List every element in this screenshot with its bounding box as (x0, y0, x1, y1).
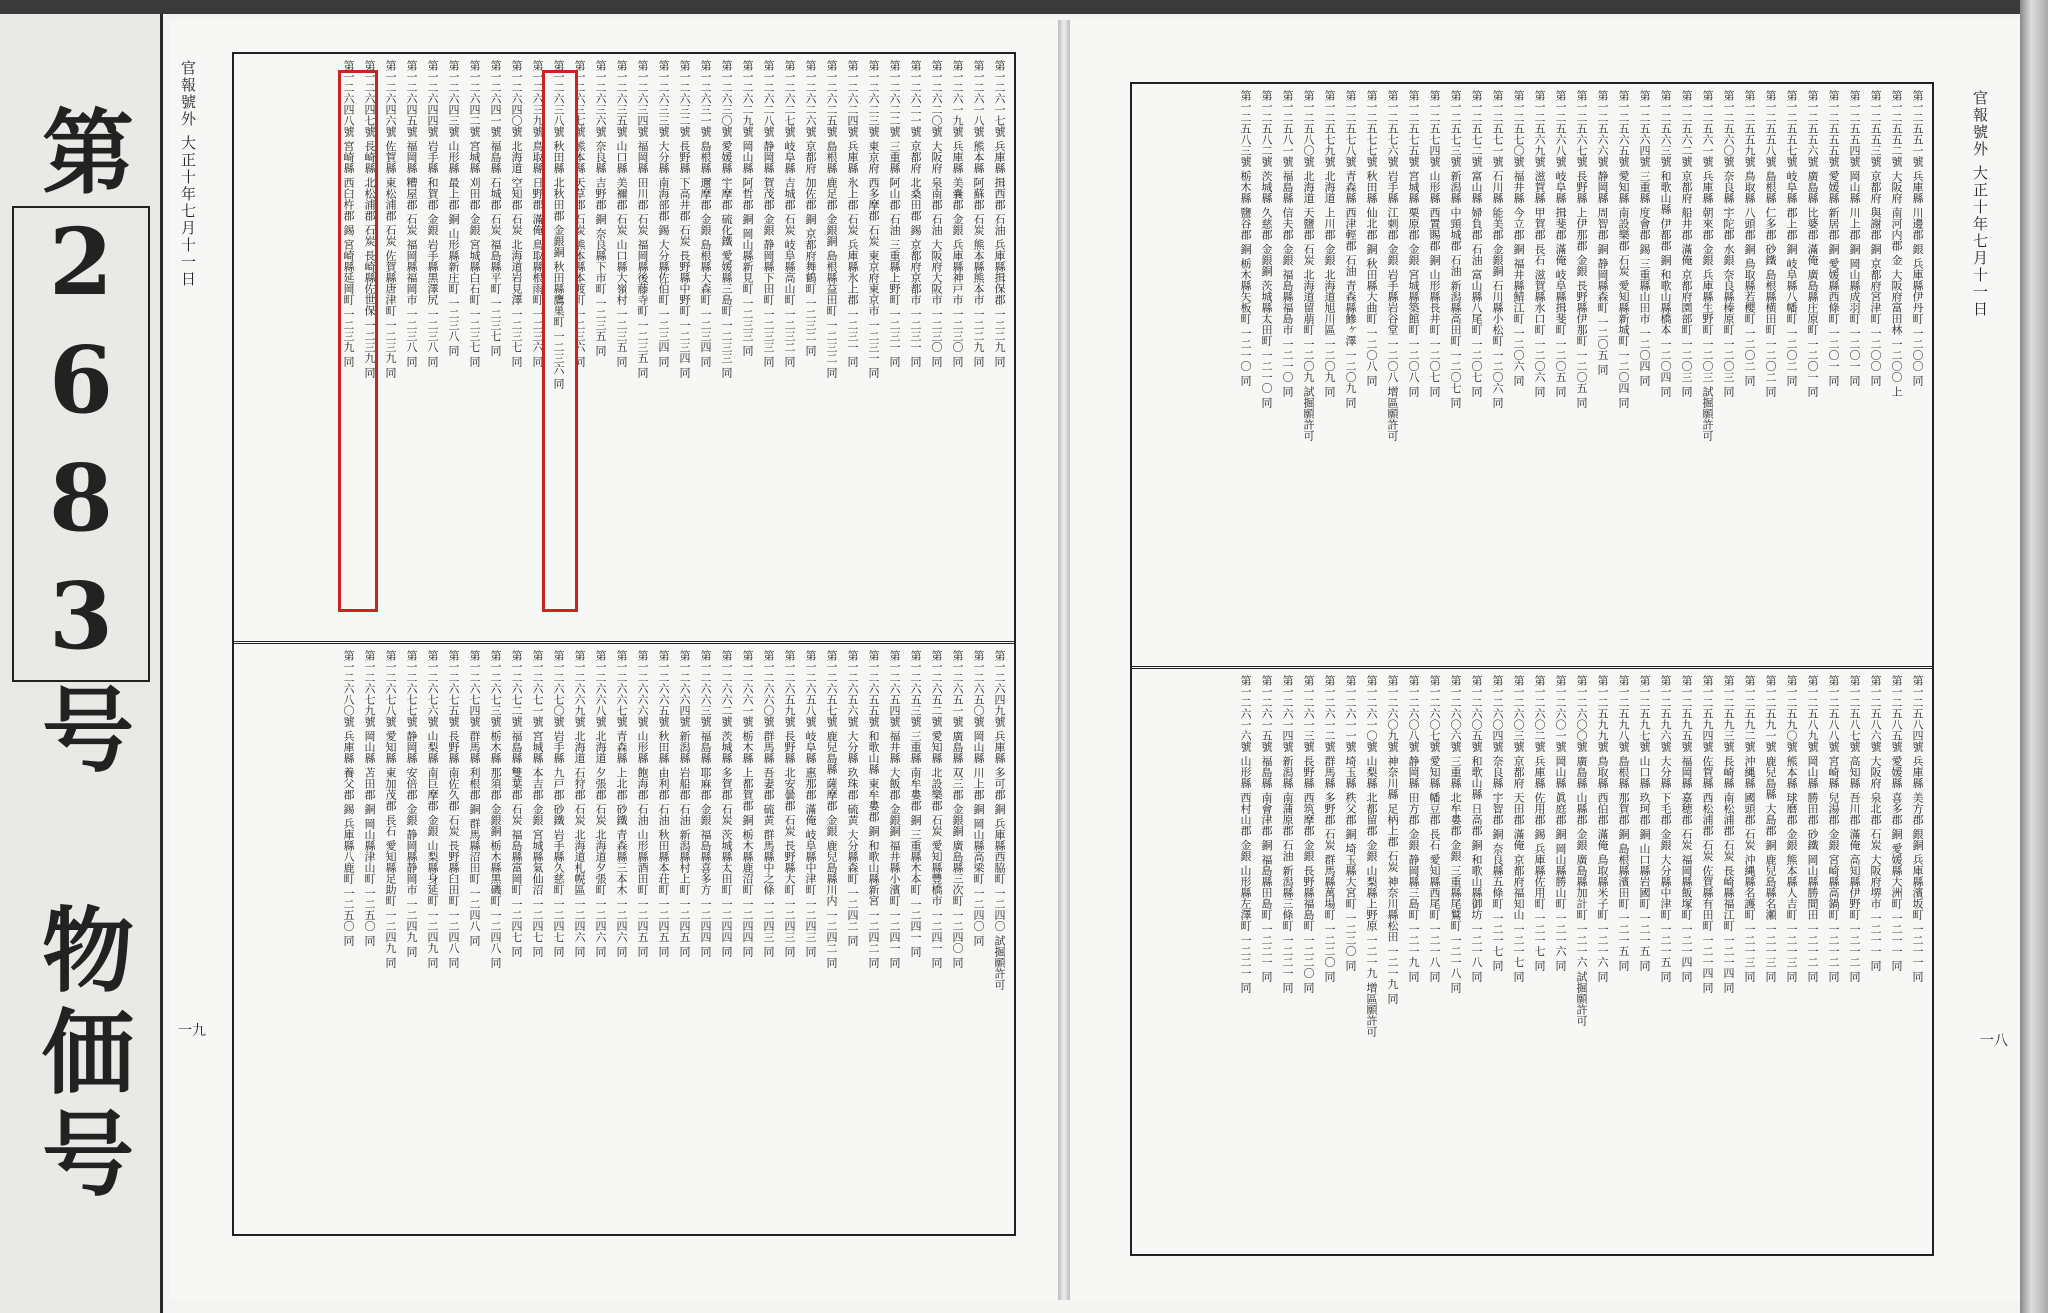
table-upper-block (1132, 84, 1932, 669)
register-entry: 第一二六六八號 北海道 夕張郡 石炭 北海道夕張町 一二四六 同 (594, 650, 607, 957)
register-entry: 第一二六一五號 福島縣 南會津郡 銅 福島縣田島町 一二二一 同 (1260, 675, 1273, 982)
register-entry: 第一二六三三號 大分縣 南海部郡 錫 大分縣佐伯町 一二三四 同 (657, 60, 670, 367)
issue-prefix: 第 (27, 104, 135, 206)
register-entry: 第一二五七四號 山形縣 西置賜郡 銅 山形縣長井町 一二〇七 同 (1428, 90, 1441, 397)
register-entry: 第一二六八〇號 兵庫縣 養父郡 錫 兵庫縣八鹿町 一二五〇 同 (342, 650, 355, 946)
register-entry: 第一二五五四號 岡山縣 川上郡 銅 岡山縣成羽町 一二〇一 同 (1848, 90, 1861, 386)
register-entry: 第一二五八一號 福島縣 信夫郡 金銀 福島縣福島市 一二一〇 同 (1281, 90, 1294, 397)
register-entry: 第一二六七六號 山梨縣 南巨摩郡 金銀 山梨縣身延町 一二四九 同 (426, 650, 439, 968)
register-entry: 第一二六二三號 東京府 西多摩郡 石炭 東京府東京市 一二三一 同 (867, 60, 880, 378)
register-entry: 第一二五六〇號 奈良縣 宇陀郡 水銀 奈良縣榛原町 一二〇三 同 (1722, 90, 1735, 397)
register-entry: 第一二六〇五號 和歌山縣 日高郡 銅 和歌山縣御坊 一二一八 同 (1470, 675, 1483, 982)
register-entry: 第一二六四八號 宮崎縣 西臼杵郡 錫 宮崎縣延岡町 一二三九 同 (342, 60, 355, 367)
register-entry: 第一二六〇七號 愛知縣 幡豆郡 長石 愛知縣西尾町 一二一八 同 (1428, 675, 1441, 982)
register-entry: 第一二六七四號 群馬縣 利根郡 銅 群馬縣沼田町 一二四八 同 (468, 650, 481, 946)
register-entry: 第一二六三二號 長野縣 下高井郡 石炭 長野縣中野町 一二三四 同 (678, 60, 691, 378)
register-entry: 第一二五九七號 山口縣 玖珂郡 銅 山口縣岩國町 一二一五 同 (1638, 675, 1651, 971)
register-entry: 第一二五七七號 秋田縣 仙北郡 銅 秋田縣大曲町 一二〇八 同 (1365, 90, 1378, 386)
register-entry: 第一二五五二號 大阪府 南河内郡 金 大阪府富田林 一二〇〇 上 (1890, 90, 1903, 397)
running-head: 官報號外 大正十年七月十一日 (179, 60, 197, 288)
register-entry: 第一二五八四號 兵庫縣 美方郡 銀銅 兵庫縣濱坂町 一二一一 同 (1911, 675, 1924, 982)
register-entry: 第一二五五一號 兵庫縣 川邊郡 銀 兵庫縣伊丹町 一二〇〇 同 (1911, 90, 1924, 386)
register-entry: 第一二五五七號 岐阜縣 郡上郡 銅 岐阜縣八幡町 一二〇二 同 (1785, 90, 1798, 386)
register-entry: 第一二五六五號 愛知縣 南設樂郡 石炭 愛知縣新城町 一二〇四 同 (1617, 90, 1630, 408)
register-entry: 第一二六〇三號 京都府 天田郡 滿俺 京都府福知山 一二一七 同 (1512, 675, 1525, 982)
register-entry: 第一二六一六號 山形縣 西村山郡 金銀 山形縣左澤町 一二二一 同 (1239, 675, 1252, 993)
register-entry: 第一二五六六號 静岡縣 周智郡 銅 静岡縣森町 一二〇五 同 (1596, 90, 1609, 375)
register-entry: 第一二六一八號 熊本縣 阿蘇郡 石炭 熊本縣熊本市 一二二九 同 (972, 60, 985, 367)
register-entry: 第一二六五五號 和歌山縣 東牟婁郡 銅 和歌山縣新宮 一二四二 同 (867, 650, 880, 968)
register-entry: 第一二六二四號 兵庫縣 氷上郡 石炭 兵庫縣氷上郡 一二三一 同 (846, 60, 859, 367)
register-entry: 第一二六四六號 佐賀縣 東松浦郡 石炭 佐賀縣唐津町 一二三九 同 (384, 60, 397, 378)
left-page (170, 20, 1058, 1300)
register-entry: 第一二五七六號 岩手縣 江刺郡 金銀 岩手縣岩谷堂 一二〇八 增區願許可 (1386, 90, 1399, 441)
register-entry: 第一二六一一號 埼玉縣 秩父郡 銅 埼玉縣大宮町 一二二〇 同 (1344, 675, 1357, 971)
register-entry: 第一二六七七號 静岡縣 安倍郡 金銀 静岡縣静岡市 一二四九 同 (405, 650, 418, 957)
register-entry: 第一二六五三號 三重縣 南牟婁郡 銅 三重縣木本町 一二四一 同 (909, 650, 922, 957)
entry-columns (1138, 675, 1926, 1248)
register-entry: 第一二六三一號 島根縣 邇摩郡 金銀 島根縣大森町 一二三四 同 (699, 60, 712, 367)
register-entry: 第一二五五五號 愛媛縣 新居郡 銅 愛媛縣西條町 一二〇一 同 (1827, 90, 1840, 386)
book-edge (2020, 0, 2048, 1313)
right-page (1070, 20, 2020, 1300)
register-entry: 第一二六四〇號 北海道 空知郡 石炭 北海道岩見澤 一二三七 同 (510, 60, 523, 367)
register-entry: 第一二五九八號 島根縣 那賀郡 銅 島根縣濱田町 一二一五 同 (1617, 675, 1630, 971)
register-entry: 第一二五六二號 京都府 船井郡 滿俺 京都府園部町 一二〇三 同 (1680, 90, 1693, 397)
register-entry: 第一二五八九號 岡山縣 勝田郡 砂鐵 岡山縣勝間田 一二一二 同 (1806, 675, 1819, 982)
register-entry: 第一二五七九號 北海道 上川郡 金銀 北海道旭川區 一二〇九 同 (1323, 90, 1336, 397)
register-entry: 第一二六二二號 三重縣 阿山郡 石油 三重縣上野町 一二三一 同 (888, 60, 901, 367)
page-number: 一九 (178, 1023, 206, 1039)
register-entry: 第一二六三六號 奈良縣 吉野郡 銅 奈良縣下市町 一二三五 同 (594, 60, 607, 356)
register-entry: 第一二五七〇號 福井縣 今立郡 銅 福井縣鯖江町 一二〇六 同 (1512, 90, 1525, 386)
register-entry: 第一二五五六號 廣島縣 比婆郡 滿俺 廣島縣庄原町 一二〇一 同 (1806, 90, 1819, 397)
register-entry: 第一二六一九號 兵庫縣 美嚢郡 金銀 兵庫縣神戸市 一二三〇 同 (951, 60, 964, 367)
register-entry: 第一二五九五號 福岡縣 嘉穂郡 石炭 福岡縣飯塚町 一二一四 同 (1680, 675, 1693, 982)
register-entry: 第一二五八五號 愛媛縣 喜多郡 銅 愛媛縣大洲町 一二一一 同 (1890, 675, 1903, 971)
register-entry: 第一二五九三號 長崎縣 南松浦郡 石炭 長崎縣福江町 一二一四 同 (1722, 675, 1735, 993)
register-entry: 第一二六四二號 宮城縣 刈田郡 金銀 宮城縣白石町 一二三七 同 (468, 60, 481, 367)
issue-number: 2683 (12, 206, 150, 682)
register-entry: 第一二六二七號 岐阜縣 吉城郡 石炭 岐阜縣高山町 一二三二 同 (783, 60, 796, 367)
register-entry: 第一二六七五號 長野縣 南佐久郡 石炭 長野縣臼田町 一二四八 同 (447, 650, 460, 968)
register-entry: 第一二六二九號 岡山縣 阿哲郡 銅 岡山縣新見町 一二三三 同 (741, 60, 754, 356)
register-entry: 第一二六六〇號 群馬縣 吾妻郡 硫黄 群馬縣中之條 一二四三 同 (762, 650, 775, 957)
scan-edge (0, 0, 2048, 14)
entry-columns (240, 650, 1008, 1228)
register-entry: 第一二六〇九號 神奈川縣 足柄上郡 石炭 神奈川縣松田 一二一九 同 (1386, 675, 1399, 1004)
register-entry: 第一二六二六號 京都府 加佐郡 銅 京都府舞鶴町 一二三二 同 (804, 60, 817, 356)
register-entry: 第一二五九四號 佐賀縣 西松浦郡 石炭 佐賀縣有田町 一二一四 同 (1701, 675, 1714, 993)
register-entry: 第一二六五七號 鹿兒島縣 薩摩郡 金銀 鹿兒島縣川内 一二四二 同 (825, 650, 838, 968)
issue-suffix: 号 物価号 (27, 682, 135, 1208)
register-entry: 第一二六六六號 山形縣 飽海郡 石油 山形縣酒田町 一二四五 同 (636, 650, 649, 957)
register-entry: 第一二六〇六號 三重縣 北牟婁郡 金銀 三重縣尾鷲町 一二一八 同 (1449, 675, 1462, 993)
register-entry: 第一二五八八號 宮崎縣 兒湯郡 金銀 宮崎縣高鍋町 一二一二 同 (1827, 675, 1840, 982)
register-entry: 第一二六六九號 北海道 石狩郡 石炭 北海道札幌區 一二四六 同 (573, 650, 586, 957)
register-entry: 第一二五七二號 富山縣 婦負郡 石油 富山縣八尾町 一二〇七 同 (1470, 90, 1483, 397)
register-entry: 第一二六三七號 熊本縣 天草郡 石炭 熊本縣本渡町 一二三六 同 (573, 60, 586, 367)
register-entry: 第一二六二〇號 大阪府 泉南郡 石油 大阪府大阪市 一二三〇 同 (930, 60, 943, 367)
spine-label (0, 14, 163, 1313)
register-entry: 第一二五六九號 滋賀縣 甲賀郡 長石 滋賀縣水口町 一二〇六 同 (1533, 90, 1546, 397)
page-gutter (1058, 20, 1070, 1300)
table-lower-block (234, 644, 1014, 1234)
register-entry: 第一二六六一號 栃木縣 上都賀郡 銅 栃木縣鹿沼町 一二四四 同 (741, 650, 754, 957)
register-entry: 第一二六四三號 山形縣 最上郡 銅 山形縣新庄町 一二三八 同 (447, 60, 460, 356)
register-entry: 第一二六七一號 宮城縣 本吉郡 金銀 宮城縣氣仙沼 一二四七 同 (531, 650, 544, 957)
register-entry: 第一二五七一號 石川縣 能美郡 金銀銅 石川縣小松町 一二〇六 同 (1491, 90, 1504, 408)
register-entry: 第一二六〇二號 兵庫縣 佐用郡 錫 兵庫縣佐用町 一二一七 同 (1533, 675, 1546, 971)
register-entry: 第一二五六八號 岐阜縣 揖斐郡 滿俺 岐阜縣揖斐町 一二〇五 同 (1554, 90, 1567, 397)
register-entry: 第一二六七二號 福島縣 雙葉郡 石炭 福島縣富岡町 一二四七 同 (510, 650, 523, 957)
issue-title (20, 104, 150, 1234)
register-entry: 第一二六五六號 大分縣 玖珠郡 硫黄 大分縣森町 一二四二 同 (846, 650, 859, 946)
register-entry: 第一二六六二號 茨城縣 多賀郡 石炭 茨城縣太田町 一二四四 同 (720, 650, 733, 957)
register-entry: 第一二六三八號 秋田縣 北秋田郡 金銀銅 秋田縣鷹巣町 一二三六 同 (552, 60, 565, 389)
register-entry: 第一二六四四號 岩手縣 和賀郡 金銀 岩手縣黒澤尻 一二三八 同 (426, 60, 439, 367)
register-entry: 第一二六六七號 青森縣 上北郡 砂鐵 青森縣三本木 一二四六 同 (615, 650, 628, 957)
register-entry: 第一二六一〇號 山梨縣 北都留郡 金銀 山梨縣上野原 一二一九 增區願許可 (1365, 675, 1378, 1037)
register-entry: 第一二六五〇號 岡山縣 川上郡 銅 岡山縣高梁町 一二四〇 同 (972, 650, 985, 946)
register-entry: 第一二六四七號 長崎縣 北松浦郡 石炭 長崎縣佐世保 一二三九 同 (363, 60, 376, 378)
register-entry: 第一二五九一號 鹿兒島縣 大島郡 銅 鹿兒島縣名瀬 一二一三 同 (1764, 675, 1777, 982)
table-lower-block (1132, 669, 1932, 1254)
register-entry: 第一二六五九號 長野縣 北安曇郡 石炭 長野縣大町 一二四三 同 (783, 650, 796, 957)
register-entry: 第一二六六四號 新潟縣 岩船郡 石油 新潟縣村上町 一二四五 同 (678, 650, 691, 957)
register-entry: 第一二六二一號 京都府 北桑田郡 錫 京都府京都市 一二三一 同 (909, 60, 922, 367)
page-number: 一八 (1980, 1033, 2008, 1049)
register-entry: 第一二六一四號 新潟縣 南蒲原郡 石油 新潟縣三條町 一二二一 同 (1281, 675, 1294, 993)
register-entry: 第一二六四五號 福岡縣 糟屋郡 石炭 福岡縣福岡市 一二三八 同 (405, 60, 418, 367)
register-entry: 第一二六二八號 静岡縣 賀茂郡 金銀 静岡縣下田町 一二三三 同 (762, 60, 775, 367)
highlight-box (338, 70, 378, 612)
register-entry: 第一二六六五號 秋田縣 由利郡 石油 秋田縣本荘町 一二四五 同 (657, 650, 670, 957)
register-entry: 第一二六四九號 兵庫縣 多可郡 銅 兵庫縣西脇町 一二四〇 試掘願許可 (993, 650, 1006, 990)
register-entry: 第一二六一二號 群馬縣 多野郡 石炭 群馬縣萬場町 一二二〇 同 (1323, 675, 1336, 982)
register-entry: 第一二六六三號 福島縣 耶麻郡 金銀 福島縣喜多方 一二四四 同 (699, 650, 712, 957)
register-entry: 第一二五六三號 和歌山縣 伊都郡 銅 和歌山縣橋本 一二〇四 同 (1659, 90, 1672, 397)
register-entry: 第一二六七〇號 岩手縣 九戸郡 砂鐵 岩手縣久慈町 一二四七 同 (552, 650, 565, 957)
register-entry: 第一二六五二號 愛知縣 北設樂郡 石炭 愛知縣豐橋市 一二四一 同 (930, 650, 943, 968)
register-entry: 第一二五八六號 大阪府 泉北郡 石炭 大阪府堺市 一二一一 同 (1869, 675, 1882, 971)
register-entry: 第一二六五八號 岐阜縣 惠那郡 滿俺 岐阜縣中津町 一二四三 同 (804, 650, 817, 957)
register-entry: 第一二五九〇號 熊本縣 球磨郡 金銀 熊本縣人吉町 一二一三 同 (1785, 675, 1798, 982)
register-entry: 第一二五五三號 京都府 與謝郡 銅 京都府宮津町 一二〇〇 同 (1869, 90, 1882, 386)
register-entry: 第一二五七三號 新潟縣 中頸城郡 石油 新潟縣高田町 一二〇七 同 (1449, 90, 1462, 408)
register-entry: 第一二六〇一號 岡山縣 眞庭郡 銅 岡山縣勝山町 一二一六 同 (1554, 675, 1567, 971)
register-entry: 第一二五五九號 鳥取縣 八頭郡 銅 鳥取縣若櫻町 一二〇二 同 (1743, 90, 1756, 386)
register-entry: 第一二六三五號 山口縣 美禰郡 石炭 山口縣大嶺村 一二三五 同 (615, 60, 628, 367)
register-entry: 第一二六二五號 島根縣 鹿足郡 金銀銅 島根縣益田町 一二三二 同 (825, 60, 838, 378)
register-entry: 第一二六三四號 福岡縣 田川郡 石炭 福岡縣後藤寺町 一二三五 同 (636, 60, 649, 378)
register-table (1130, 82, 1934, 1256)
register-entry: 第一二五九二號 沖縄縣 國頭郡 石炭 沖縄縣名護町 一二一三 同 (1743, 675, 1756, 982)
highlight-box (542, 70, 578, 612)
register-entry: 第一二六〇〇號 廣島縣 山縣郡 金銀 廣島縣加計町 一二一六 試掘願許可 (1575, 675, 1588, 1026)
register-entry: 第一二六七三號 栃木縣 那須郡 金銀銅 栃木縣黒磯町 一二四八 同 (489, 650, 502, 968)
register-entry: 第一二六七九號 岡山縣 苫田郡 銅 岡山縣津山町 一二五〇 同 (363, 650, 376, 946)
register-entry: 第一二六四一號 福島縣 石城郡 石炭 福島縣平町 一二三七 同 (489, 60, 502, 356)
register-entry: 第一二六〇八號 静岡縣 田方郡 金銀 静岡縣三島町 一二一九 同 (1407, 675, 1420, 982)
register-entry: 第一二六五四號 福井縣 大飯郡 金銀銅 福井縣小濱町 一二四一 同 (888, 650, 901, 968)
register-entry: 第一二五八二號 茨城縣 久慈郡 金銀銅 茨城縣太田町 一二一〇 同 (1260, 90, 1273, 408)
register-entry: 第一二六一三號 長野縣 西筑摩郡 金銀 長野縣福島町 一二二〇 同 (1302, 675, 1315, 993)
register-entry: 第一二五九六號 大分縣 下毛郡 金銀 大分縣中津町 一二一五 同 (1659, 675, 1672, 982)
register-entry: 第一二六三九號 鳥取縣 日野郡 滿俺 鳥取縣根雨町 一二三六 同 (531, 60, 544, 367)
register-entry: 第一二五六一號 兵庫縣 朝來郡 金銀 兵庫縣生野町 一二〇三 試掘願許可 (1701, 90, 1714, 441)
register-entry: 第一二五七五號 宮城縣 栗原郡 金銀 宮城縣築館町 一二〇八 同 (1407, 90, 1420, 397)
register-entry: 第一二六〇四號 奈良縣 宇智郡 銅 奈良縣五條町 一二一七 同 (1491, 675, 1504, 971)
register-entry: 第一二五六七號 長野縣 上伊那郡 金銀 長野縣伊那町 一二〇五 同 (1575, 90, 1588, 408)
register-entry: 第一二五八七號 高知縣 吾川郡 滿俺 高知縣伊野町 一二一二 同 (1848, 675, 1861, 982)
register-entry: 第一二六三〇號 愛媛縣 宇摩郡 硫化鐵 愛媛縣三島町 一二三三 同 (720, 60, 733, 378)
register-entry: 第一二六七八號 愛知縣 東加茂郡 長石 愛知縣足助町 一二四九 同 (384, 650, 397, 968)
register-entry: 第一二五六四號 三重縣 度會郡 錫 三重縣山田市 一二〇四 同 (1638, 90, 1651, 386)
register-entry: 第一二五八〇號 北海道 天鹽郡 石炭 北海道留萠町 一二〇九 試掘願許可 (1302, 90, 1315, 441)
running-head: 官報號外 大正十年七月十一日 (1971, 90, 1989, 318)
register-entry: 第一二六五一號 廣島縣 双三郡 金銀銅 廣島縣三次町 一二四〇 同 (951, 650, 964, 968)
register-entry: 第一二五八三號 栃木縣 鹽谷郡 銅 栃木縣矢板町 一二一〇 同 (1239, 90, 1252, 386)
register-entry: 第一二五九九號 鳥取縣 西伯郡 滿俺 鳥取縣米子町 一二一六 同 (1596, 675, 1609, 982)
register-entry: 第一二五七八號 青森縣 西津輕郡 石油 青森縣鰺ヶ澤 一二〇九 同 (1344, 90, 1357, 408)
register-entry: 第一二五五八號 島根縣 仁多郡 砂鐵 島根縣横田町 一二〇二 同 (1764, 90, 1777, 397)
entry-columns (1138, 90, 1926, 660)
register-entry: 第一二六一七號 兵庫縣 揖西郡 石油 兵庫縣揖保郡 一二二九 同 (993, 60, 1006, 367)
